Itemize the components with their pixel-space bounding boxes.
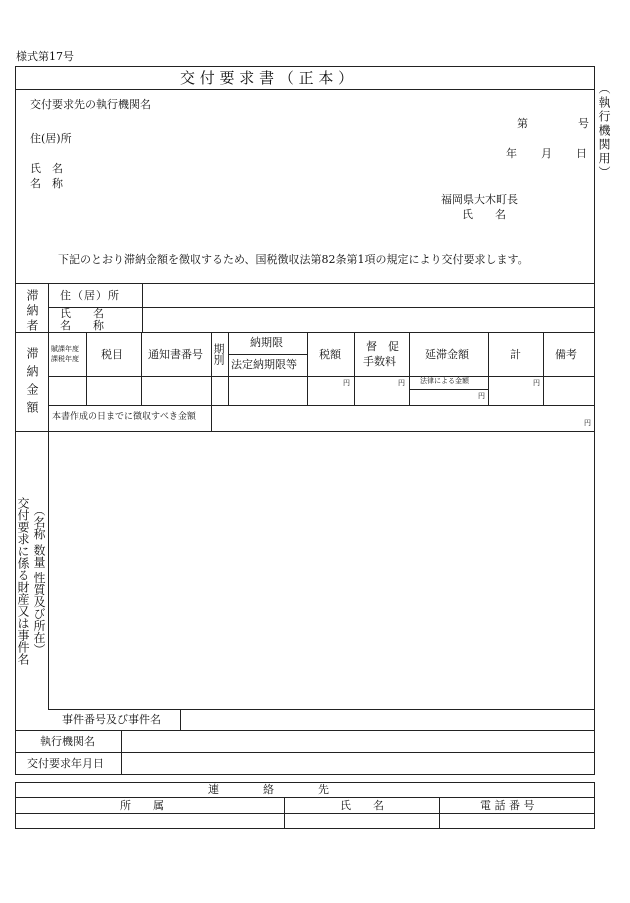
date-top-line — [15, 752, 595, 753]
yen-collect: 円 — [584, 419, 591, 427]
col-total: 計 — [510, 348, 521, 361]
col-line-8 — [488, 332, 489, 405]
col-tax-amount: 税額 — [319, 348, 341, 361]
side-note: （執行機関用） — [597, 82, 611, 180]
col-line-9 — [543, 332, 544, 405]
recipient-label: 交付要求先の執行機関名 — [30, 98, 151, 111]
agency-top-line — [15, 730, 595, 731]
issuer-name-label: 氏 名 — [462, 208, 506, 221]
case-label: 事件番号及び事件名 — [62, 713, 161, 726]
col-notice-no: 通知書番号 — [148, 348, 203, 361]
contact-col-name: 氏 名 — [340, 799, 384, 812]
contact-divider-2 — [439, 797, 440, 829]
col-delinquency: 延滞金額 — [425, 348, 469, 361]
delinquent-mid-line — [48, 307, 595, 308]
title-divider — [15, 89, 595, 90]
yen-tax: 円 — [343, 379, 350, 387]
legal-amount-line — [409, 389, 488, 390]
issuer-org: 福岡県大木町長 — [441, 193, 518, 206]
case-top-line — [48, 709, 595, 710]
yen-delinquency: 円 — [478, 392, 485, 400]
name-label-1: 氏 名 — [30, 162, 63, 175]
delinquent-address-label: 住（居）所 — [60, 289, 120, 302]
number-go: 号 — [578, 117, 589, 130]
col-fee-2: 手数料 — [363, 355, 396, 368]
legal-amount-label: 法律による金額 — [420, 377, 469, 385]
col-remarks: 備考 — [555, 348, 577, 361]
property-sub-label: （名称 数量 性質及び所在） — [32, 504, 46, 656]
name-label-2: 名 称 — [30, 177, 63, 190]
left-label-column-line — [48, 283, 49, 709]
delinquent-name-label: 氏 名 — [60, 307, 104, 320]
amount-section-label: 滞納金額 — [25, 347, 39, 419]
collect-by-date-label: 本書作成の日までに徴収すべき金額 — [52, 412, 196, 422]
delinquent-title-label: 名 称 — [60, 319, 104, 332]
col-year-2: 課税年度 — [51, 355, 79, 363]
col-due-1: 納期限 — [250, 336, 283, 349]
property-section-label: 交付要求に係る財産又は事件名 — [16, 497, 30, 665]
contact-col-phone: 電 話 番 号 — [480, 799, 535, 812]
amount-top-line — [15, 332, 595, 333]
statement: 下記のとおり滞納金額を徴収するため、国税徴収法第82条第1項の規定により交付要求します。 — [58, 253, 529, 266]
yen-total: 円 — [533, 379, 540, 387]
contact-title: 連 絡 先 — [208, 783, 329, 796]
contact-title-line — [15, 797, 595, 798]
property-top-line — [15, 431, 595, 432]
number-dai: 第 — [517, 117, 528, 130]
col-line-1 — [86, 332, 87, 405]
col-period: 期別 — [212, 343, 225, 365]
col-line-6 — [354, 332, 355, 405]
date-day: 日 — [576, 147, 587, 160]
delinquent-top-line — [15, 283, 595, 284]
due-split-line — [228, 354, 307, 355]
contact-col-dept: 所 属 — [120, 799, 164, 812]
col-due-2: 法定納期限等 — [231, 358, 297, 371]
date-year: 年 — [506, 147, 517, 160]
form-number: 様式第17号 — [16, 50, 74, 63]
col-line-4 — [228, 332, 229, 405]
form-title: 交 付 要 求 書 （ 正 本 ） — [180, 69, 354, 87]
agency-label: 執行機関名 — [40, 735, 95, 748]
address-label: 住(居)所 — [30, 132, 72, 145]
date-month: 月 — [541, 147, 552, 160]
contact-header-line — [15, 813, 595, 814]
yen-fee: 円 — [398, 379, 405, 387]
delinquent-section-label: 滞納者 — [25, 289, 39, 334]
contact-divider-1 — [284, 797, 285, 829]
amount-header-line — [48, 376, 595, 377]
col-line-2 — [141, 332, 142, 405]
amount-data-line — [48, 405, 595, 406]
col-tax-item: 税目 — [101, 348, 123, 361]
case-divider — [180, 709, 181, 730]
col-line-5 — [307, 332, 308, 405]
date-label: 交付要求年月日 — [27, 757, 104, 770]
col-fee-1: 督 促 — [366, 340, 399, 353]
col-line-7 — [409, 332, 410, 405]
col-year-1: 賦課年度 — [51, 345, 79, 353]
